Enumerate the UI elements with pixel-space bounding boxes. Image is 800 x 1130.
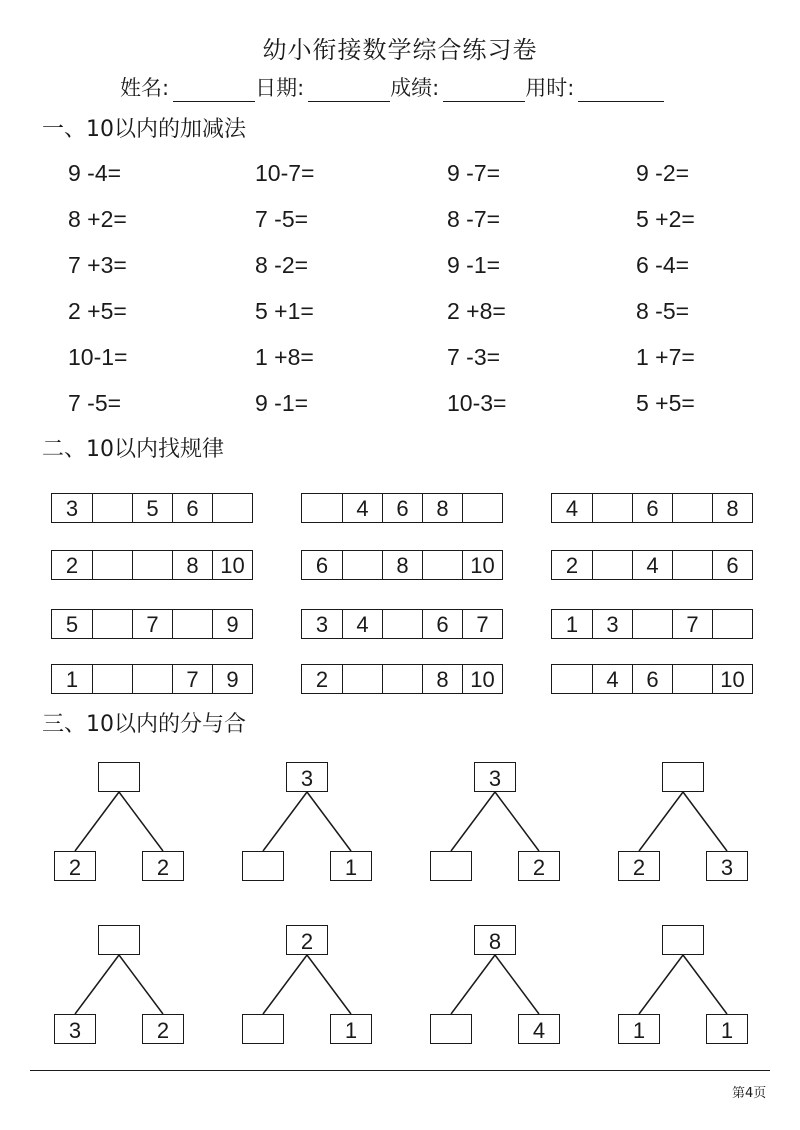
- pattern-row: [301, 664, 503, 694]
- time-field[interactable]: [525, 72, 664, 102]
- pattern-cell[interactable]: [462, 494, 502, 522]
- pattern-cell[interactable]: [342, 551, 382, 579]
- pattern-cell[interactable]: 10: [462, 665, 502, 693]
- equation[interactable]: 10-3=: [447, 390, 507, 416]
- equation[interactable]: 8 -2=: [255, 252, 309, 278]
- pattern-row: [301, 493, 503, 523]
- pattern-cell[interactable]: [592, 494, 632, 522]
- pattern-cell[interactable]: [632, 610, 672, 638]
- pattern-cell[interactable]: 2: [315, 667, 329, 692]
- bond-right-box[interactable]: 2: [518, 851, 560, 881]
- pattern-row: [51, 550, 253, 580]
- pattern-cell[interactable]: [342, 665, 382, 693]
- pattern-cell[interactable]: 4: [632, 551, 672, 579]
- time-label: 用时:: [525, 76, 575, 100]
- pattern-cell[interactable]: [92, 551, 132, 579]
- equation[interactable]: 9 -2=: [636, 160, 690, 186]
- bond-right-box[interactable]: 4: [518, 1014, 560, 1044]
- pattern-cell[interactable]: 2: [65, 553, 79, 578]
- pattern-cell[interactable]: 4: [342, 610, 382, 638]
- pattern-cell[interactable]: [422, 551, 462, 579]
- equation[interactable]: 5 +2=: [636, 206, 695, 232]
- pattern-cell[interactable]: [302, 494, 342, 522]
- bond-top-box[interactable]: [98, 762, 140, 792]
- equation[interactable]: 9 -1=: [255, 390, 309, 416]
- name-field[interactable]: [120, 72, 255, 102]
- pattern-cell[interactable]: [382, 610, 422, 638]
- bond-left-box[interactable]: 1: [618, 1014, 660, 1044]
- footer-divider: [30, 1070, 770, 1071]
- pattern-cell[interactable]: 7: [172, 665, 212, 693]
- date-blank[interactable]: [308, 80, 390, 102]
- bond-right-box[interactable]: 2: [142, 851, 184, 881]
- pattern-cell[interactable]: 3: [315, 612, 329, 637]
- date-field[interactable]: [255, 72, 390, 102]
- equation[interactable]: 8 +2=: [68, 206, 127, 232]
- equation[interactable]: 8 -7=: [447, 206, 501, 232]
- bond-left-box[interactable]: [242, 851, 284, 881]
- page-title: 幼小衔接数学综合练习卷: [262, 36, 538, 64]
- pattern-row: [551, 609, 753, 639]
- number-bond: [242, 925, 382, 1045]
- pattern-cell[interactable]: 10: [462, 551, 502, 579]
- pattern-row: [51, 493, 253, 523]
- pattern-cell[interactable]: 10: [212, 551, 252, 579]
- number-bond: [430, 762, 570, 882]
- pattern-cell[interactable]: 8: [422, 494, 462, 522]
- pattern-cell[interactable]: 6: [422, 610, 462, 638]
- pattern-cell[interactable]: 7: [462, 610, 502, 638]
- name-blank[interactable]: [173, 80, 255, 102]
- student-info: [120, 72, 664, 102]
- pattern-cell[interactable]: 6: [712, 551, 752, 579]
- number-bond: [618, 925, 758, 1045]
- pattern-cell[interactable]: 4: [342, 494, 382, 522]
- equation[interactable]: 5 +5=: [636, 390, 695, 416]
- pattern-cell[interactable]: [672, 551, 712, 579]
- time-blank[interactable]: [578, 80, 664, 102]
- pattern-cell[interactable]: 8: [422, 665, 462, 693]
- pattern-row: [551, 550, 753, 580]
- number-bond: [54, 762, 194, 882]
- bond-right-box[interactable]: 1: [330, 1014, 372, 1044]
- equation[interactable]: 5 +1=: [255, 298, 314, 324]
- equation[interactable]: 9 -7=: [447, 160, 501, 186]
- pattern-cell[interactable]: [132, 551, 172, 579]
- pattern-cell[interactable]: [712, 610, 752, 638]
- equation[interactable]: 7 -3=: [447, 344, 501, 370]
- pattern-row: [551, 664, 753, 694]
- pattern-cell[interactable]: [132, 665, 172, 693]
- pattern-row: [301, 609, 503, 639]
- bond-left-box[interactable]: 2: [618, 851, 660, 881]
- bond-left-box[interactable]: 3: [54, 1014, 96, 1044]
- bond-top-box[interactable]: 8: [474, 925, 516, 955]
- section-decomposition: 三、10以内的分与合: [42, 712, 246, 737]
- bond-right-box[interactable]: 3: [706, 851, 748, 881]
- equation[interactable]: 6 -4=: [636, 252, 690, 278]
- pattern-cell[interactable]: 3: [65, 496, 79, 521]
- equation[interactable]: 2 +5=: [68, 298, 127, 324]
- pattern-cell[interactable]: 1: [565, 612, 579, 637]
- pattern-cell[interactable]: 4: [592, 665, 632, 693]
- pattern-cell[interactable]: [672, 665, 712, 693]
- bond-right-box[interactable]: 1: [330, 851, 372, 881]
- bond-top-box[interactable]: [98, 925, 140, 955]
- pattern-cell[interactable]: 8: [172, 551, 212, 579]
- bond-top-box[interactable]: 2: [286, 925, 328, 955]
- equation[interactable]: 10-1=: [68, 344, 128, 370]
- pattern-cell[interactable]: 8: [712, 494, 752, 522]
- pattern-cell[interactable]: 4: [565, 496, 579, 521]
- pattern-cell[interactable]: 3: [592, 610, 632, 638]
- pattern-cell[interactable]: 8: [382, 551, 422, 579]
- equation[interactable]: 9 -1=: [447, 252, 501, 278]
- pattern-cell[interactable]: [672, 494, 712, 522]
- equation[interactable]: 7 -5=: [68, 390, 122, 416]
- bond-top-box[interactable]: [662, 762, 704, 792]
- score-blank[interactable]: [443, 80, 525, 102]
- pattern-row: [551, 493, 753, 523]
- pattern-cell[interactable]: 6: [172, 494, 212, 522]
- score-label: 成绩:: [390, 76, 440, 100]
- number-bond: [54, 925, 194, 1045]
- number-bond: [430, 925, 570, 1045]
- pattern-cell[interactable]: 10: [712, 665, 752, 693]
- pattern-cell[interactable]: 5: [65, 612, 79, 637]
- bond-top-box[interactable]: 3: [474, 762, 516, 792]
- date-label: 日期:: [255, 76, 305, 100]
- pattern-cell[interactable]: 7: [672, 610, 712, 638]
- bond-right-box[interactable]: 2: [142, 1014, 184, 1044]
- pattern-cell[interactable]: [172, 610, 212, 638]
- pattern-cell[interactable]: [212, 494, 252, 522]
- pattern-row: [51, 664, 253, 694]
- pattern-cell[interactable]: [92, 494, 132, 522]
- pattern-cell[interactable]: 6: [632, 665, 672, 693]
- page-number: 第4页: [732, 1086, 767, 1101]
- bond-left-box[interactable]: [430, 851, 472, 881]
- pattern-cell[interactable]: 9: [212, 665, 252, 693]
- score-field[interactable]: [390, 72, 525, 102]
- section-patterns: 二、10以内找规律: [42, 437, 224, 462]
- pattern-cell[interactable]: 5: [132, 494, 172, 522]
- name-label: 姓名:: [120, 76, 170, 100]
- pattern-cell[interactable]: [382, 665, 422, 693]
- bond-left-box[interactable]: [430, 1014, 472, 1044]
- pattern-cell[interactable]: [92, 665, 132, 693]
- equation[interactable]: 1 +8=: [255, 344, 314, 370]
- equation[interactable]: 9 -4=: [68, 160, 122, 186]
- equation[interactable]: 1 +7=: [636, 344, 695, 370]
- pattern-cell[interactable]: [552, 665, 592, 693]
- bond-left-box[interactable]: [242, 1014, 284, 1044]
- pattern-cell[interactable]: [592, 551, 632, 579]
- equation[interactable]: 8 -5=: [636, 298, 690, 324]
- bond-left-box[interactable]: 2: [54, 851, 96, 881]
- pattern-cell[interactable]: 6: [315, 553, 329, 578]
- pattern-row: [301, 550, 503, 580]
- pattern-cell[interactable]: 6: [632, 494, 672, 522]
- pattern-cell[interactable]: 2: [565, 553, 579, 578]
- pattern-cell[interactable]: 9: [212, 610, 252, 638]
- number-bond: [242, 762, 382, 882]
- pattern-cell[interactable]: [92, 610, 132, 638]
- number-bond: [618, 762, 758, 882]
- equation[interactable]: 10-7=: [255, 160, 315, 186]
- bond-top-box[interactable]: 3: [286, 762, 328, 792]
- pattern-cell[interactable]: 7: [132, 610, 172, 638]
- pattern-cell[interactable]: 6: [382, 494, 422, 522]
- pattern-cell[interactable]: 1: [65, 667, 79, 692]
- equation[interactable]: 2 +8=: [447, 298, 506, 324]
- pattern-row: [51, 609, 253, 639]
- bond-top-box[interactable]: [662, 925, 704, 955]
- section-addition-subtraction: 一、10以内的加减法: [42, 117, 246, 142]
- bond-right-box[interactable]: 1: [706, 1014, 748, 1044]
- equation[interactable]: 7 -5=: [255, 206, 309, 232]
- equation[interactable]: 7 +3=: [68, 252, 127, 278]
